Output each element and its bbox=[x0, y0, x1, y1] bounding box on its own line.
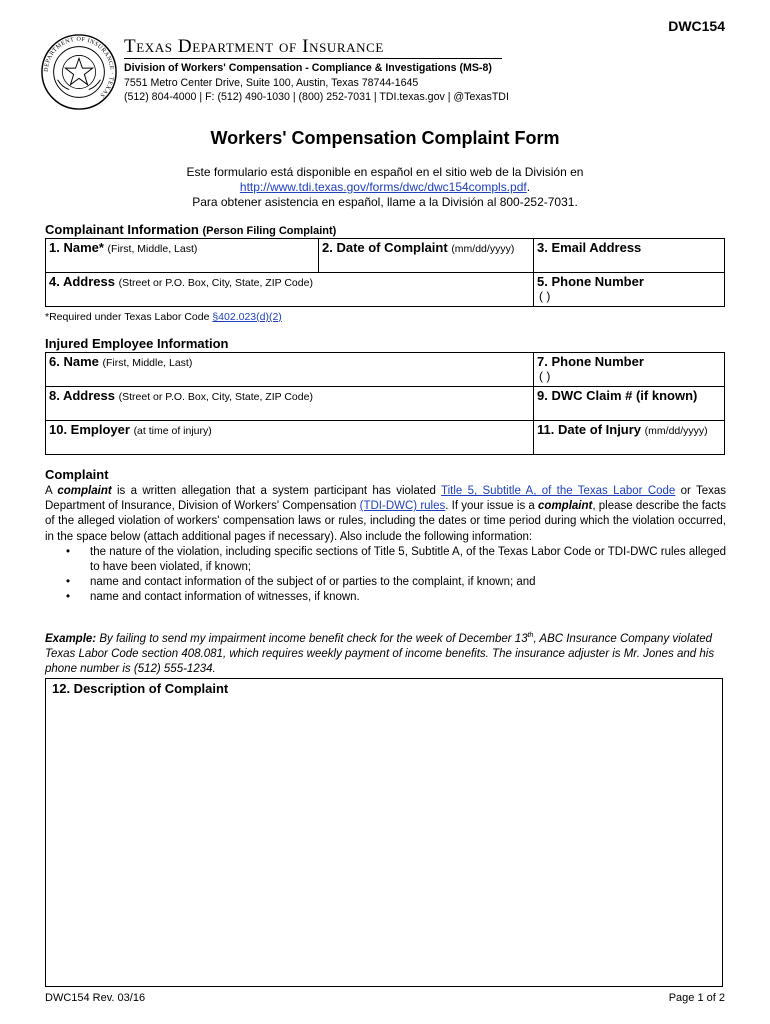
complainant-table bbox=[45, 238, 725, 307]
agency-division: Division of Workers' Compensation - Compliance & Investigations (MS-8) bbox=[124, 62, 492, 74]
labor-code-title-link[interactable]: Title 5, Subtitle A, of the Texas Labor Code bbox=[440, 485, 676, 497]
complaint-info-list bbox=[45, 545, 726, 606]
employee-phone-field[interactable]: 7. Phone Number ( ) bbox=[534, 353, 725, 387]
employee-heading: Injured Employee Information bbox=[45, 336, 229, 351]
agency-address: 7551 Metro Center Drive, Suite 100, Austin, Texas 78744-1645 bbox=[124, 77, 419, 89]
seal-text: DEPARTMENT OF INSURANCE · TEXAS bbox=[43, 36, 115, 99]
agency-divider bbox=[124, 58, 502, 59]
form-title: Workers' Compensation Complaint Form bbox=[210, 128, 560, 148]
footer-page-number: Page 1 of 2 bbox=[668, 992, 725, 1004]
employer-field[interactable]: 10. Employer (at time of injury) bbox=[46, 421, 534, 455]
agency-name: Texas Department of Insurance bbox=[124, 36, 384, 57]
address-field[interactable]: 4. Address (Street or P.O. Box, City, State, ZIP Code) bbox=[46, 273, 534, 307]
list-item: • name and contact information of witnesses, if known. bbox=[90, 590, 726, 605]
list-item: • name and contact information of the subject of or parties to the complaint, if known; and bbox=[90, 575, 726, 590]
complaint-heading: Complaint bbox=[45, 467, 109, 482]
intro-line-1: Este formulario está disponible en español en el sitio web de la División en bbox=[186, 165, 584, 179]
complainant-heading: Complainant Information (Person Filing Complaint) bbox=[45, 222, 337, 237]
tdi-dwc-rules-link[interactable]: (TDI-DWC) rules bbox=[359, 500, 446, 513]
complaint-instructions bbox=[45, 484, 726, 606]
date-of-complaint-field[interactable]: 2. Date of Complaint (mm/dd/yyyy) bbox=[319, 239, 534, 273]
tdi-seal-logo bbox=[40, 33, 118, 111]
email-address-field[interactable]: 3. Email Address bbox=[534, 239, 725, 273]
employee-table bbox=[45, 352, 725, 455]
agency-contact: (512) 804-4000 | F: (512) 490-1030 | (800) 252-7031 | TDI.texas.gov | @TexasTDI bbox=[124, 91, 509, 103]
form-code: DWC154 bbox=[668, 18, 725, 34]
name-field[interactable]: 1. Name* (First, Middle, Last) bbox=[46, 239, 319, 273]
footer-revision: DWC154 Rev. 03/16 bbox=[45, 992, 146, 1004]
employee-address-field[interactable]: 8. Address (Street or P.O. Box, City, State, ZIP Code) bbox=[46, 387, 534, 421]
complaint-example: Example: By failing to send my impairment income benefit check for the week of December 13th, ABC Insurance Company violated Texas Labor Code section 408.081, which requires weekly payment of income benefits. The insurance adjuster is Mr. Jones and his phone number is (512) 555-1234. bbox=[45, 632, 715, 676]
description-textbox[interactable] bbox=[45, 678, 723, 987]
dwc-claim-field[interactable]: 9. DWC Claim # (if known) bbox=[534, 387, 725, 421]
spanish-form-link[interactable]: http://www.tdi.texas.gov/forms/dwc/dwc154compls.pdf bbox=[239, 180, 527, 194]
intro-line-3: Para obtener asistencia en español, llame a la División al 800-252-7031. bbox=[192, 195, 578, 209]
required-note: *Required under Texas Labor Code §402.023(d)(2) bbox=[45, 311, 282, 323]
phone-number-field[interactable]: 5. Phone Number ( ) bbox=[534, 273, 725, 307]
intro-line-2: http://www.tdi.texas.gov/forms/dwc/dwc154compls.pdf. bbox=[239, 180, 531, 194]
labor-code-link[interactable]: §402.023(d)(2) bbox=[212, 311, 282, 323]
complaint-paragraph: A complaint is a written allegation that a system participant has violated Title 5, Subtitle A, of the Texas Labor Code or Texas Department of Insurance, Division of Workers' Compensation (TDI-DWC) rules. If your issue is a complaint, please describe the facts of the alleged violation of workers' compensation laws or rules, including the dates or time period during which the violation occurred, in the space below (attach additional pages if necessary). Also include the following information: bbox=[45, 485, 727, 543]
description-label: 12. Description of Complaint bbox=[52, 681, 229, 696]
employee-name-field[interactable]: 6. Name (First, Middle, Last) bbox=[46, 353, 534, 387]
list-item: • the nature of the violation, including specific sections of Title 5, Subtitle A, of the Texas Labor Code or TDI-DWC rules alleged to have been violated, if known; bbox=[90, 545, 726, 575]
date-of-injury-field[interactable]: 11. Date of Injury (mm/dd/yyyy) bbox=[534, 421, 725, 455]
